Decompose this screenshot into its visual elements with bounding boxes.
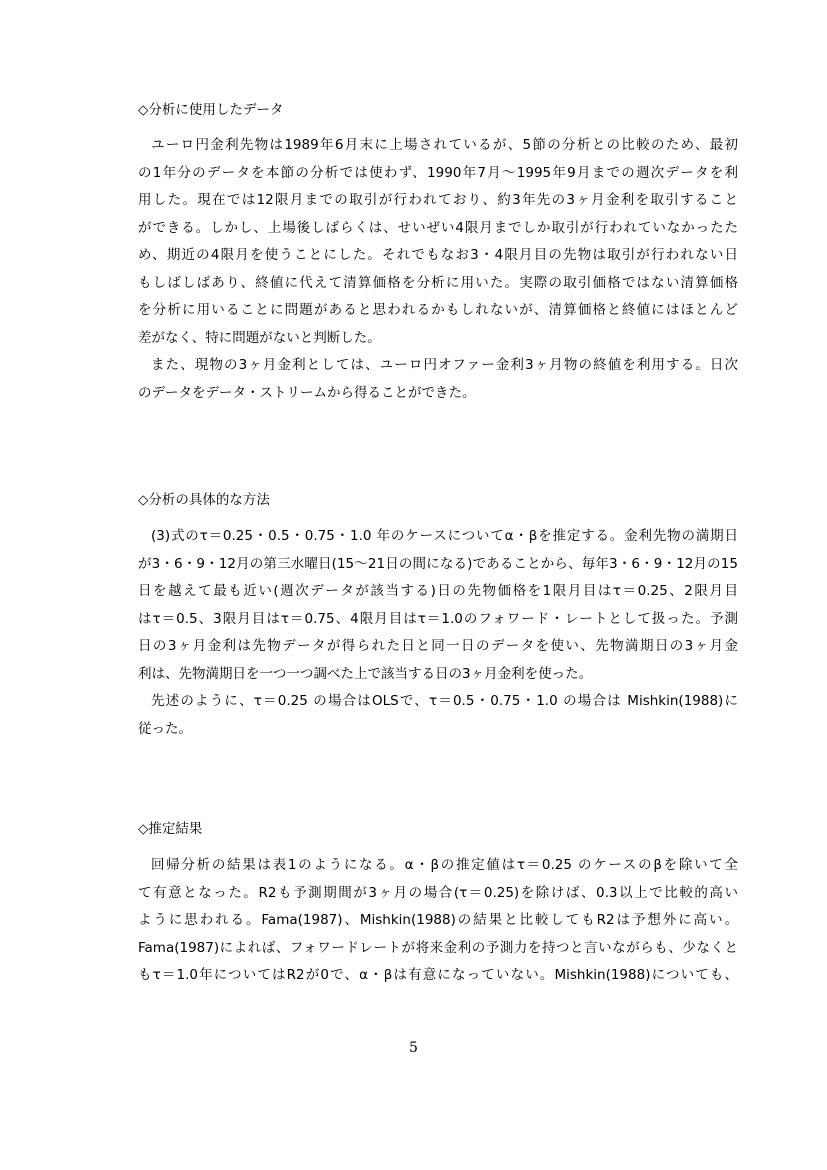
text-line: 差がなく、特に問題がないと判断した。 bbox=[138, 329, 381, 346]
text-line: ように思われる。Fama(1987)、Mishkin(1988)の結果と比較してもR2は予想外に高い。 bbox=[138, 912, 738, 928]
section-results bbox=[138, 819, 738, 990]
text-line: 用した。現在では12限月までの取引が行われており、約3年先の3ヶ月金利を取引すること bbox=[138, 192, 738, 208]
section-heading: ◇推定結果 bbox=[138, 821, 203, 837]
text-line: 従った。 bbox=[138, 720, 192, 737]
text-line: Fama(1987)によれば、フォワードレートが将来金利の予測力を持つと言いながらも、少なくと bbox=[138, 939, 738, 956]
paragraph bbox=[138, 352, 738, 407]
text-line: 回帰分析の結果は表1のようになる。α・βの推定値はτ＝0.25 のケースのβを除いて全 bbox=[151, 857, 738, 873]
paragraph bbox=[138, 132, 738, 352]
section-heading: ◇分析に使用したデータ bbox=[138, 102, 284, 118]
text-line: のデータをデータ・ストリームから得ることができた。 bbox=[138, 384, 476, 401]
text-line: 利は、先物満期日を一つ一つ調べた上で該当する日の3ヶ月金利を使った。 bbox=[138, 665, 593, 682]
text-line: ができる。しかし、上場後しばらくは、せいぜい4限月までしか取引が行われていなかったた bbox=[138, 219, 738, 236]
text-line: (3)式のτ＝0.25・0.5・0.75・1.0 年のケースについてα・βを推定する。金利先物の満期日 bbox=[151, 528, 738, 544]
paragraph bbox=[138, 523, 738, 688]
section-data-used bbox=[138, 100, 738, 407]
text-line: もτ＝1.0年についてはR2が0で、α・βは有意になっていない。Mishkin(1988)についても、 bbox=[138, 967, 738, 983]
paragraph bbox=[138, 852, 738, 990]
text-line: が3・6・9・12月の第三水曜日(15～21日の間になる)であることから、毎年3・6・9・12月の15 bbox=[138, 555, 738, 572]
text-line: ユーロ円金利先物は1989年6月末に上場されているが、5節の分析との比較のため、最初 bbox=[151, 137, 738, 153]
text-line: の1年分のデータを本節の分析では使わず、1990年7月～1995年9月までの週次データを利 bbox=[138, 164, 738, 181]
section-method bbox=[138, 490, 738, 743]
page-number: 5 bbox=[409, 1040, 418, 1056]
text-line: を分析に用いることに問題があると思われるかもしれないが、清算価格と終値にはほとんど bbox=[138, 302, 738, 318]
text-line: め、期近の4限月を使うことにした。それでもなお3・4限月目の先物は取引が行われない日 bbox=[138, 247, 738, 263]
text-line: はτ＝0.5、3限月目はτ＝0.75、4限月目はτ＝1.0のフォワード・レートとして扱った。予測 bbox=[138, 610, 738, 627]
paragraph bbox=[138, 688, 738, 743]
text-line: 先述のように、τ＝0.25 の場合はOLSで、τ＝0.5・0.75・1.0 の場合は Mishkin(1988)に bbox=[151, 693, 738, 709]
text-line: もしばしばあり、終値に代えて清算価格を分析に用いた。実際の取引価格ではない清算価格 bbox=[138, 274, 738, 291]
section-heading: ◇分析の具体的な方法 bbox=[138, 492, 270, 508]
text-line: 日の3ヶ月金利は先物データが得られた日と同一日のデータを使い、先物満期日の3ヶ月金 bbox=[138, 638, 738, 654]
text-line: 日を越えて最も近い(週次データが該当する)日の先物価格を1限月目はτ＝0.25、2限月目 bbox=[138, 583, 738, 599]
text-line: て有意となった。R2も予測期間が3ヶ月の場合(τ＝0.25)を除けば、0.3以上で比較的高い bbox=[138, 884, 738, 901]
text-line: また、現物の3ヶ月金利としては、ユーロ円オファー金利3ヶ月物の終値を利用する。日次 bbox=[151, 357, 738, 373]
